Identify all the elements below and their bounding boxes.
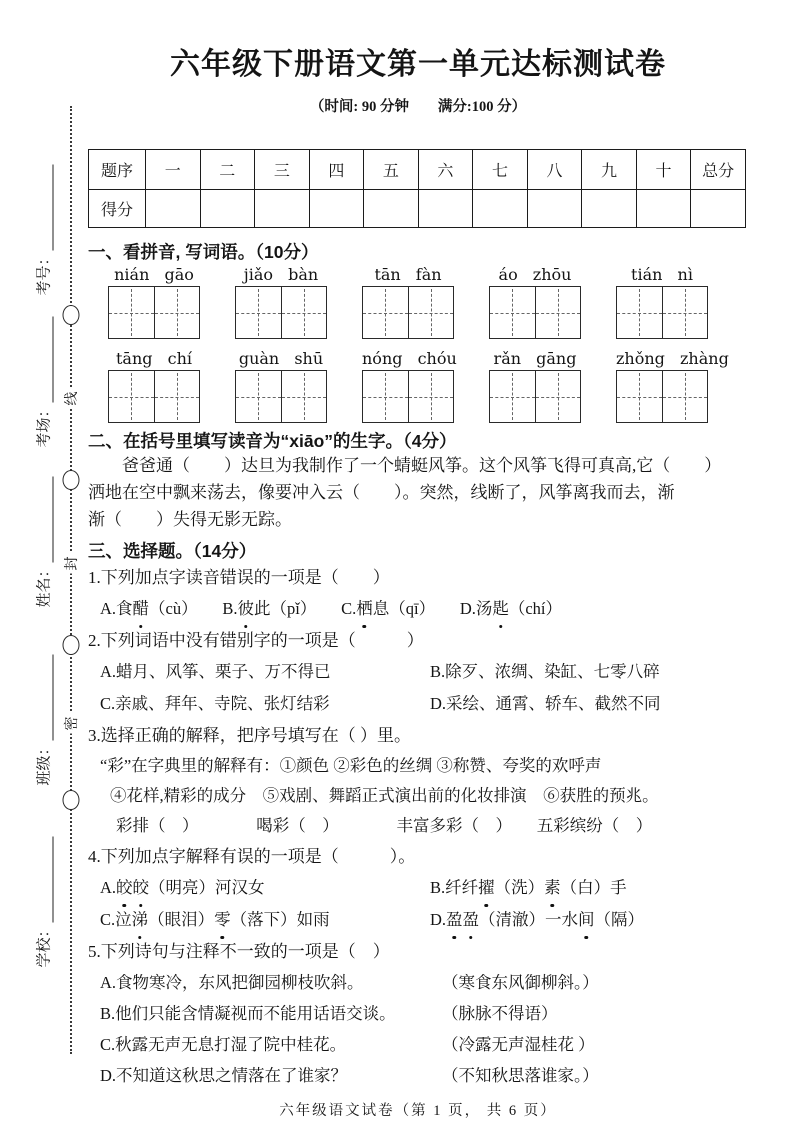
pinyin-label: jiǎo bàn <box>243 265 319 284</box>
field-exam-number-blank <box>39 164 54 250</box>
pinyin-label: tān fàn <box>374 265 442 284</box>
pinyin-group <box>362 263 454 339</box>
q5-option-c-note: （冷露无声湿桂花 ） <box>442 1035 595 1054</box>
field-name-blank <box>39 476 54 562</box>
field-class <box>33 654 54 785</box>
q5-option-c <box>88 1029 748 1060</box>
score-cell <box>527 190 582 228</box>
q4-option-a: A.皎皎（明亮）河汉女 <box>100 872 430 904</box>
score-cell <box>309 190 364 228</box>
score-col-6: 六 <box>418 150 473 190</box>
section1-heading: 一、看拼音, 写词语。（10分） <box>88 242 319 262</box>
pinyin-group <box>616 263 708 339</box>
section3-heading: 三、选择题。（14分） <box>88 541 257 561</box>
writing-cell <box>109 371 154 422</box>
q4-row1 <box>88 872 748 904</box>
score-col-total: 总分 <box>691 150 746 190</box>
q2-row1 <box>88 656 748 688</box>
field-name-label: 姓名： <box>36 562 53 608</box>
q4-option-d: D.盈盈（清澈）一水间（隔） <box>430 904 644 936</box>
score-col-5: 五 <box>364 150 419 190</box>
q5-option-b <box>88 998 748 1029</box>
q5-option-a-note: （寒食东风御柳斜。） <box>442 973 599 992</box>
section2-line1: 爸爸通（ ）达旦为我制作了一个蜻蜓风筝。这个风筝飞得可真高,它（ ） <box>122 456 722 475</box>
writing-cell <box>363 287 408 338</box>
q3-definitions-2: ④花样,精彩的成分 ⑤戏剧、舞蹈正式演出前的化妆排演 ⑥获胜的预兆。 <box>110 786 659 805</box>
writing-cell <box>408 287 454 338</box>
score-col-3: 三 <box>255 150 310 190</box>
q5-option-a-text: A.食物寒冷，东风把御园柳枝吹斜。 <box>100 973 364 992</box>
pinyin-label: nóng chóu <box>362 349 457 368</box>
q3-blanks: 彩排（ ） 喝彩（ ） 丰富多彩（ ） 五彩缤纷（ ） <box>116 816 653 835</box>
q4-option-b: B.纤纤擢（洗）素（白）手 <box>430 872 627 904</box>
score-table-score-row <box>89 190 746 228</box>
pinyin-group <box>235 347 327 423</box>
binding-circle <box>63 790 80 810</box>
q2-option-b: B.除歹、浓绸、染缸、七零八碎 <box>430 662 660 681</box>
pinyin-row-1 <box>88 263 748 339</box>
q1-stem: 1.下列加点字读音错误的一项是（ ） <box>88 568 390 587</box>
score-cell <box>636 190 691 228</box>
q3-stem: 3.选择正确的解释，把序号填写在（ ）里。 <box>88 726 411 745</box>
q4-stem: 4.下列加点字解释有误的一项是（ ）。 <box>88 847 416 866</box>
field-school <box>33 836 54 967</box>
q5-option-c-text: C.秋露无声无息打湿了院中桂花。 <box>100 1035 347 1054</box>
binding-circle <box>63 635 80 655</box>
field-name <box>33 476 54 607</box>
writing-box <box>616 286 708 339</box>
score-cell <box>582 190 637 228</box>
section2-heading: 二、在括号里填写读音为“xiāo”的生字。（4分） <box>88 431 457 451</box>
q2-stem: 2.下列词语中没有错别字的一项是（ ） <box>88 631 424 650</box>
writing-cell <box>490 371 535 422</box>
field-class-label: 班级： <box>36 740 53 786</box>
score-col-8: 八 <box>527 150 582 190</box>
score-table-corner: 题序 <box>89 150 146 190</box>
pinyin-label: áo zhōu <box>498 265 572 284</box>
score-cell <box>364 190 419 228</box>
field-exam-room-blank <box>39 316 54 402</box>
pinyin-label: guàn shū <box>238 349 324 368</box>
writing-cell <box>236 287 281 338</box>
q2-option-d: D.采绘、通霄、轿车、截然不同 <box>430 694 661 713</box>
score-table-header-row <box>89 150 746 190</box>
writing-cell <box>617 287 662 338</box>
pinyin-group <box>489 347 581 423</box>
score-col-10: 十 <box>636 150 691 190</box>
writing-cell <box>662 371 708 422</box>
field-exam-room <box>33 316 54 447</box>
score-col-1: 一 <box>146 150 201 190</box>
writing-box <box>235 370 327 423</box>
field-class-blank <box>39 654 54 740</box>
field-exam-number <box>33 164 54 295</box>
q5-option-b-note: （脉脉不得语） <box>442 1004 558 1023</box>
score-col-2: 二 <box>200 150 255 190</box>
page-subtitle: （时间: 90 分钟 满分:100 分） <box>309 99 527 115</box>
q4-option-c: C.泣涕（眼泪）零（落下）如雨 <box>100 904 430 936</box>
writing-cell <box>662 287 708 338</box>
writing-box <box>489 370 581 423</box>
pinyin-label: zhǒng zhàng <box>616 349 729 368</box>
score-col-4: 四 <box>309 150 364 190</box>
writing-cell <box>535 287 581 338</box>
q2-option-c: C.亲戚、拜年、寺院、张灯结彩 <box>100 694 330 713</box>
pinyin-group <box>108 347 200 423</box>
q1-options: A.食醋（cù） B.彼此（pǐ） C.栖息（qī） D.汤匙（chí） <box>88 593 748 625</box>
writing-cell <box>281 287 327 338</box>
writing-cell <box>154 371 200 422</box>
seal-char-xian: 线 <box>61 388 81 409</box>
pinyin-group <box>489 263 581 339</box>
field-school-label: 学校： <box>36 922 53 968</box>
q2-option-a: A.蜡月、风筝、栗子、万不得已 <box>100 662 331 681</box>
score-cell <box>418 190 473 228</box>
q5-option-d-note: （不知秋思落谁家。） <box>442 1066 599 1085</box>
score-row-label: 得分 <box>89 190 146 228</box>
field-school-blank <box>39 836 54 922</box>
writing-cell <box>363 371 408 422</box>
q5-stem: 5.下列诗句与注释不一致的一项是（ ） <box>88 942 390 961</box>
pinyin-label: nián gāo <box>114 265 194 284</box>
q5-option-b-text: B.他们只能含情凝视而不能用话语交谈。 <box>100 1004 396 1023</box>
binding-circle <box>63 305 80 325</box>
pinyin-row-2 <box>88 347 748 423</box>
pinyin-group <box>235 263 327 339</box>
q2-row2 <box>88 688 748 720</box>
score-col-9: 九 <box>582 150 637 190</box>
writing-cell <box>490 287 535 338</box>
writing-box <box>108 370 200 423</box>
writing-box <box>362 286 454 339</box>
score-cell <box>473 190 528 228</box>
q5-option-d-text: D.不知道这秋思之情落在了谁家？ <box>100 1066 348 1085</box>
score-cell <box>200 190 255 228</box>
field-exam-room-label: 考场： <box>36 402 53 448</box>
writing-box <box>362 370 454 423</box>
pinyin-label: tián nì <box>631 265 693 284</box>
pinyin-label: rǎn gāng <box>493 349 577 368</box>
writing-box <box>235 286 327 339</box>
q5-option-d <box>88 1060 748 1091</box>
pinyin-group <box>108 263 200 339</box>
writing-cell <box>281 371 327 422</box>
seal-char-mi: 密 <box>61 713 81 734</box>
field-exam-number-label: 考号： <box>36 250 53 296</box>
score-col-7: 七 <box>473 150 528 190</box>
writing-cell <box>236 371 281 422</box>
score-table <box>88 149 746 228</box>
seal-char-feng: 封 <box>61 553 81 574</box>
writing-box <box>616 370 708 423</box>
writing-box <box>489 286 581 339</box>
section2-line3: 渐（ ）失得无影无踪。 <box>88 510 292 529</box>
writing-cell <box>408 371 454 422</box>
writing-cell <box>617 371 662 422</box>
page-footer: 六年级语文试卷（第 1 页， 共 6 页） <box>279 1103 557 1119</box>
binding-dotted-line <box>70 106 72 1054</box>
score-cell <box>146 190 201 228</box>
pinyin-label: tāng chí <box>116 349 192 368</box>
q3-definitions-1: “彩”在字典里的解释有：①颜色 ②彩色的丝绸 ③称赞、夸奖的欢呼声 <box>100 756 602 775</box>
score-cell <box>255 190 310 228</box>
writing-box <box>108 286 200 339</box>
q5-option-a <box>88 967 748 998</box>
writing-cell <box>109 287 154 338</box>
writing-cell <box>154 287 200 338</box>
section2-line2: 洒地在空中飘来荡去，像要冲入云（ ）。突然，线断了，风筝离我而去，渐 <box>88 483 675 502</box>
pinyin-group <box>362 347 457 423</box>
binding-circle <box>63 470 80 490</box>
writing-cell <box>535 371 581 422</box>
exam-page <box>88 0 748 1120</box>
pinyin-group <box>616 347 729 423</box>
score-cell-total <box>691 190 746 228</box>
q4-row2 <box>88 904 748 936</box>
page-title: 六年级下册语文第一单元达标测试卷 <box>170 48 666 81</box>
